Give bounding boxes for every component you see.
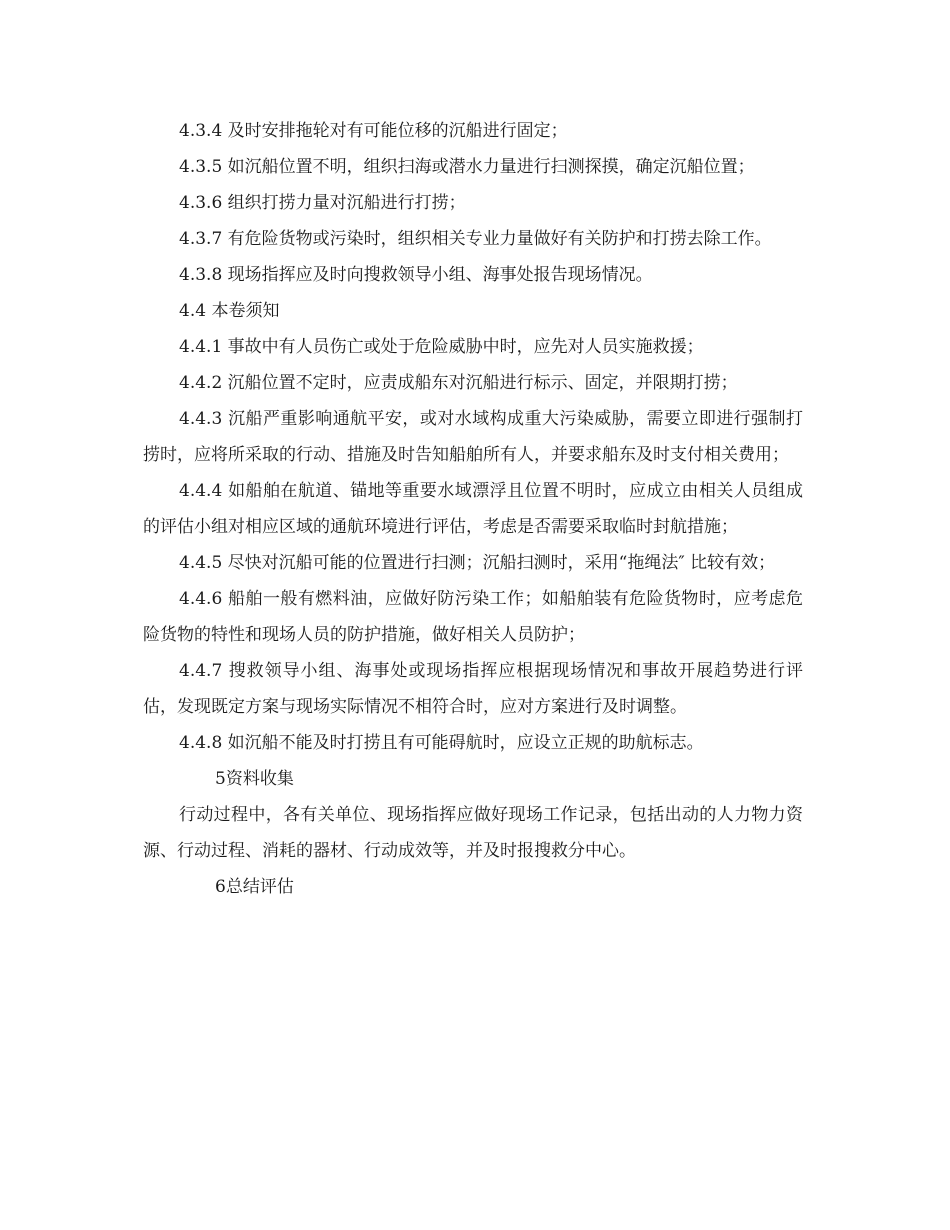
paragraph-4-4-1: 4.4.1 事故中有人员伤亡或处于危险威胁中时，应先对人员实施救援； (179, 337, 704, 357)
paragraph-4-3-7: 4.3.7 有危险货物或污染时，组织相关专业力量做好有关防护和打捞去除工作。 (179, 229, 772, 249)
document-body (143, 113, 803, 905)
paragraph-4-4-5: 4.4.5 尽快对沉船可能的位置进行扫测；沉船扫测时，采用“拖绳法″ 比较有效； (179, 553, 776, 573)
paragraph-4-4-7: 4.4.7 搜救领导小组、海事处或现场指挥应根据现场情况和事故开展趋势进行评估，发现既定方案与现场实际情况不相符合时，应对方案进行及时调整。 (143, 661, 803, 717)
paragraph-4-4-8: 4.4.8 如沉船不能及时打捞且有可能碍航时，应设立正规的助航标志。 (179, 733, 704, 753)
paragraph-4-3-5: 4.3.5 如沉船位置不明，组织扫海或潜水力量进行扫测探摸，确定沉船位置； (179, 157, 755, 177)
section-heading-6 (143, 869, 803, 905)
paragraph-4-4-6: 4.4.6 船舶一般有燃料油，应做好防污染工作；如船舶装有危险货物时，应考虑危险货物的特性和现场人员的防护措施，做好相关人员防护； (143, 589, 803, 645)
section-number-6: 6 (215, 877, 226, 897)
paragraph-4-4-3: 4.4.3 沉船严重影响通航平安，或对水域构成重大污染威胁，需要立即进行强制打捞时，应将所采取的行动、措施及时告知船舶所有人，并要求船东及时支付相关费用； (143, 409, 803, 465)
section-title-5: 资料收集 (225, 769, 294, 789)
paragraph-4-3-8: 4.3.8 现场指挥应及时向搜救领导小组、海事处报告现场情况。 (179, 265, 653, 285)
paragraph-4-4-4: 4.4.4 如船舶在航道、锚地等重要水域漂浮且位置不明时，应成立由相关人员组成的评估小组对相应区域的通航环境进行评估，考虑是否需要采取临时封航措施； (143, 481, 803, 537)
section-number-5: 5 (215, 769, 226, 789)
paragraph-4-4-2: 4.4.2 沉船位置不定时，应责成船东对沉船进行标示、固定，并限期打捞； (179, 373, 738, 393)
section-title-6: 总结评估 (225, 877, 294, 897)
paragraph-section-5: 行动过程中，各有关单位、现场指挥应做好现场工作记录，包括出动的人力物力资源、行动过程、消耗的器材、行动成效等，并及时报搜救分中心。 (143, 805, 803, 861)
paragraph-4-3-6: 4.3.6 组织打捞力量对沉船进行打捞； (179, 193, 466, 213)
section-heading-5 (143, 761, 803, 797)
section-heading-4-4: 4.4 本卷须知 (179, 301, 280, 321)
paragraph-4-3-4: 4.3.4 及时安排拖轮对有可能位移的沉船进行固定； (179, 121, 568, 141)
